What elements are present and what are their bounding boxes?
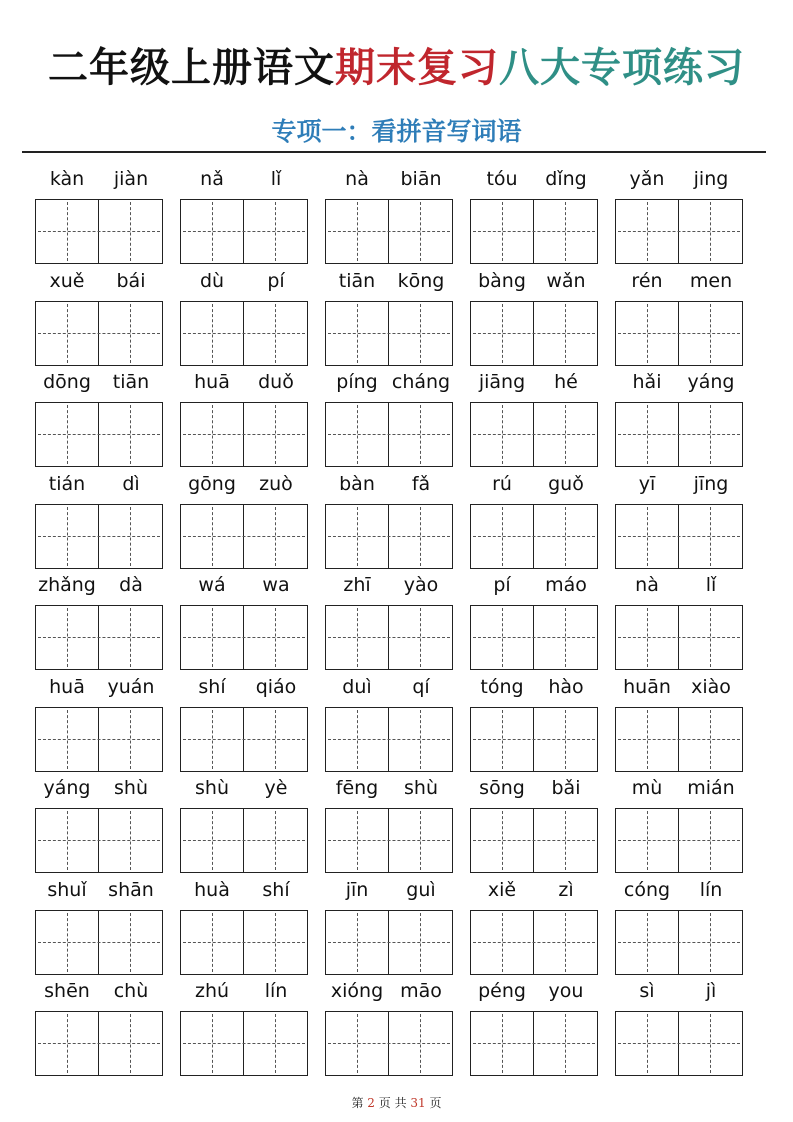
writing-box[interactable] bbox=[325, 504, 453, 569]
pinyin-syllable: guǒ bbox=[548, 473, 584, 495]
word-item bbox=[180, 165, 308, 267]
title-part-review: 期末复习 bbox=[335, 44, 499, 91]
guide-line-horizontal bbox=[473, 739, 595, 740]
pinyin-syllable: pí bbox=[267, 270, 285, 292]
pinyin-syllable: bǎi bbox=[551, 777, 581, 799]
writing-box[interactable] bbox=[180, 605, 308, 670]
word-item bbox=[470, 470, 598, 572]
pinyin-syllable: jiāng bbox=[478, 371, 526, 393]
guide-line-horizontal bbox=[38, 231, 160, 232]
pinyin-syllable: péng bbox=[478, 980, 526, 1002]
pinyin-syllable: jing bbox=[693, 168, 729, 190]
pinyin-syllable: nǎ bbox=[200, 168, 224, 190]
pinyin-syllable: xióng bbox=[330, 980, 384, 1002]
guide-line-horizontal bbox=[618, 536, 740, 537]
pinyin-syllable: duǒ bbox=[258, 371, 294, 393]
guide-line-horizontal bbox=[618, 739, 740, 740]
word-item bbox=[35, 571, 163, 673]
pinyin-syllable: dōng bbox=[43, 371, 91, 393]
page-title bbox=[0, 38, 793, 98]
writing-box[interactable] bbox=[470, 402, 598, 467]
title-part-grade: 二年级上册语文 bbox=[48, 44, 335, 91]
writing-box[interactable] bbox=[35, 199, 163, 264]
pinyin-syllable: yī bbox=[638, 473, 656, 495]
writing-box[interactable] bbox=[470, 910, 598, 975]
guide-line-horizontal bbox=[473, 1043, 595, 1044]
guide-line-horizontal bbox=[328, 536, 450, 537]
pinyin-syllable: sì bbox=[639, 980, 655, 1002]
word-item bbox=[325, 977, 453, 1079]
writing-box[interactable] bbox=[470, 504, 598, 569]
writing-box[interactable] bbox=[35, 504, 163, 569]
pinyin-syllable: dù bbox=[199, 270, 225, 292]
pinyin-syllable: tiān bbox=[338, 270, 376, 292]
guide-line-horizontal bbox=[38, 536, 160, 537]
pinyin-syllable: cóng bbox=[623, 879, 671, 901]
word-item bbox=[35, 368, 163, 470]
pinyin-syllable: tóng bbox=[480, 676, 524, 698]
footer-prefix: 第 bbox=[351, 1096, 364, 1110]
footer-total-pages: 31 bbox=[410, 1096, 426, 1110]
pinyin-syllable: shù bbox=[404, 777, 438, 799]
word-item bbox=[180, 774, 308, 876]
guide-line-horizontal bbox=[183, 536, 305, 537]
word-item bbox=[615, 470, 743, 572]
word-item bbox=[470, 267, 598, 369]
word-item bbox=[35, 165, 163, 267]
pinyin-syllable: xuě bbox=[49, 270, 85, 292]
writing-box[interactable] bbox=[35, 301, 163, 366]
pinyin-syllable: wá bbox=[198, 574, 226, 596]
guide-line-horizontal bbox=[38, 840, 160, 841]
word-item bbox=[470, 673, 598, 775]
writing-box[interactable] bbox=[180, 402, 308, 467]
writing-box[interactable] bbox=[180, 1011, 308, 1076]
word-item bbox=[325, 774, 453, 876]
word-item bbox=[615, 876, 743, 978]
pinyin-syllable: you bbox=[548, 980, 584, 1002]
word-item bbox=[615, 774, 743, 876]
word-item bbox=[35, 876, 163, 978]
writing-box[interactable] bbox=[615, 402, 743, 467]
word-item bbox=[35, 977, 163, 1079]
pinyin-syllable: wa bbox=[262, 574, 290, 596]
writing-box[interactable] bbox=[35, 808, 163, 873]
word-item bbox=[615, 165, 743, 267]
guide-line-horizontal bbox=[618, 637, 740, 638]
writing-box[interactable] bbox=[615, 199, 743, 264]
pinyin-syllable: dà bbox=[119, 574, 143, 596]
guide-line-horizontal bbox=[183, 434, 305, 435]
word-item bbox=[470, 368, 598, 470]
pinyin-syllable: hé bbox=[554, 371, 578, 393]
pinyin-syllable: zhī bbox=[343, 574, 371, 596]
writing-box[interactable] bbox=[35, 1011, 163, 1076]
pinyin-syllable: rú bbox=[492, 473, 512, 495]
guide-line-horizontal bbox=[328, 434, 450, 435]
word-item bbox=[615, 267, 743, 369]
word-item bbox=[180, 876, 308, 978]
pinyin-syllable: tián bbox=[48, 473, 86, 495]
pinyin-syllable: shēn bbox=[44, 980, 90, 1002]
word-item bbox=[470, 774, 598, 876]
footer-suffix: 页 bbox=[429, 1096, 442, 1110]
word-item bbox=[35, 774, 163, 876]
pinyin-syllable: shù bbox=[195, 777, 229, 799]
pinyin-syllable: yè bbox=[264, 777, 288, 799]
pinyin-syllable: yǎn bbox=[629, 168, 665, 190]
writing-box[interactable] bbox=[470, 199, 598, 264]
word-item bbox=[35, 673, 163, 775]
pinyin-syllable: jīng bbox=[693, 473, 729, 495]
writing-box[interactable] bbox=[35, 605, 163, 670]
pinyin-syllable: qiáo bbox=[255, 676, 297, 698]
guide-line-horizontal bbox=[38, 942, 160, 943]
guide-line-horizontal bbox=[618, 333, 740, 334]
guide-line-horizontal bbox=[38, 333, 160, 334]
pinyin-syllable: bàng bbox=[478, 270, 526, 292]
guide-line-horizontal bbox=[38, 434, 160, 435]
word-item bbox=[325, 165, 453, 267]
word-item bbox=[180, 571, 308, 673]
word-item bbox=[325, 876, 453, 978]
pinyin-syllable: kàn bbox=[49, 168, 85, 190]
writing-box[interactable] bbox=[325, 808, 453, 873]
word-item bbox=[325, 571, 453, 673]
pinyin-syllable: guì bbox=[406, 879, 436, 901]
word-item bbox=[470, 977, 598, 1079]
word-item bbox=[325, 673, 453, 775]
pinyin-syllable: mù bbox=[631, 777, 663, 799]
pinyin-syllable: dì bbox=[122, 473, 140, 495]
pinyin-syllable: zhǎng bbox=[38, 574, 96, 596]
word-item bbox=[615, 673, 743, 775]
word-item bbox=[180, 368, 308, 470]
pinyin-syllable: xiě bbox=[487, 879, 517, 901]
word-item bbox=[615, 368, 743, 470]
pinyin-syllable: shí bbox=[262, 879, 290, 901]
guide-line-horizontal bbox=[328, 942, 450, 943]
writing-box[interactable] bbox=[325, 402, 453, 467]
pinyin-syllable: huà bbox=[194, 879, 230, 901]
guide-line-horizontal bbox=[618, 1043, 740, 1044]
writing-box[interactable] bbox=[325, 910, 453, 975]
pinyin-syllable: zì bbox=[558, 879, 574, 901]
pinyin-syllable: yáng bbox=[687, 371, 735, 393]
pinyin-syllable: yáng bbox=[43, 777, 91, 799]
word-item bbox=[180, 267, 308, 369]
writing-box[interactable] bbox=[180, 910, 308, 975]
word-item bbox=[615, 977, 743, 1079]
pinyin-syllable: huā bbox=[194, 371, 230, 393]
guide-line-horizontal bbox=[473, 536, 595, 537]
guide-line-horizontal bbox=[328, 231, 450, 232]
word-item bbox=[180, 470, 308, 572]
pinyin-syllable: mián bbox=[687, 777, 735, 799]
guide-line-horizontal bbox=[183, 942, 305, 943]
pinyin-syllable: cháng bbox=[391, 371, 451, 393]
guide-line-horizontal bbox=[183, 840, 305, 841]
word-item bbox=[470, 571, 598, 673]
word-item bbox=[325, 368, 453, 470]
pinyin-syllable: sōng bbox=[479, 777, 525, 799]
pinyin-syllable: zuò bbox=[259, 473, 293, 495]
guide-line-horizontal bbox=[618, 840, 740, 841]
word-item bbox=[35, 470, 163, 572]
writing-box[interactable] bbox=[35, 910, 163, 975]
pinyin-syllable: duì bbox=[342, 676, 372, 698]
writing-box[interactable] bbox=[325, 605, 453, 670]
writing-box[interactable] bbox=[615, 301, 743, 366]
word-item bbox=[615, 571, 743, 673]
writing-box[interactable] bbox=[470, 605, 598, 670]
guide-line-horizontal bbox=[618, 231, 740, 232]
pinyin-syllable: huā bbox=[49, 676, 85, 698]
guide-line-horizontal bbox=[328, 840, 450, 841]
title-part-practice: 八大专项练习 bbox=[499, 44, 745, 91]
pinyin-syllable: lǐ bbox=[705, 574, 717, 596]
word-item bbox=[180, 673, 308, 775]
pinyin-syllable: shuǐ bbox=[47, 879, 87, 901]
guide-line-horizontal bbox=[473, 637, 595, 638]
writing-box[interactable] bbox=[180, 808, 308, 873]
guide-line-horizontal bbox=[38, 1043, 160, 1044]
guide-line-horizontal bbox=[473, 434, 595, 435]
guide-line-horizontal bbox=[473, 840, 595, 841]
pinyin-syllable: yuán bbox=[107, 676, 155, 698]
pinyin-syllable: nà bbox=[635, 574, 659, 596]
writing-box[interactable] bbox=[615, 910, 743, 975]
pinyin-syllable: wǎn bbox=[546, 270, 586, 292]
pinyin-syllable: biān bbox=[400, 168, 442, 190]
writing-box[interactable] bbox=[470, 301, 598, 366]
pinyin-syllable: fǎ bbox=[411, 473, 431, 495]
writing-box[interactable] bbox=[615, 605, 743, 670]
writing-box[interactable] bbox=[615, 808, 743, 873]
pinyin-syllable: kōng bbox=[397, 270, 445, 292]
pinyin-syllable: máo bbox=[545, 574, 587, 596]
writing-box[interactable] bbox=[470, 1011, 598, 1076]
pinyin-syllable: māo bbox=[400, 980, 442, 1002]
pinyin-syllable: hào bbox=[548, 676, 584, 698]
writing-box[interactable] bbox=[615, 504, 743, 569]
pinyin-syllable: tóu bbox=[486, 168, 518, 190]
writing-box[interactable] bbox=[325, 199, 453, 264]
guide-line-horizontal bbox=[328, 739, 450, 740]
pinyin-syllable: hǎi bbox=[632, 371, 662, 393]
writing-box[interactable] bbox=[615, 707, 743, 772]
guide-line-horizontal bbox=[328, 1043, 450, 1044]
writing-box[interactable] bbox=[180, 504, 308, 569]
writing-box[interactable] bbox=[180, 707, 308, 772]
pinyin-syllable: chù bbox=[113, 980, 149, 1002]
pinyin-syllable: jīn bbox=[345, 879, 369, 901]
guide-line-horizontal bbox=[618, 942, 740, 943]
word-item bbox=[470, 876, 598, 978]
page-footer bbox=[0, 1094, 793, 1112]
guide-line-horizontal bbox=[473, 333, 595, 334]
writing-box[interactable] bbox=[180, 199, 308, 264]
guide-line-horizontal bbox=[183, 739, 305, 740]
footer-page-number: 2 bbox=[367, 1096, 375, 1110]
word-grid bbox=[0, 165, 793, 1085]
pinyin-syllable: dǐng bbox=[545, 168, 587, 190]
section-subtitle: 专项一：看拼音写词语 bbox=[271, 117, 522, 146]
pinyin-syllable: shān bbox=[108, 879, 154, 901]
guide-line-horizontal bbox=[183, 637, 305, 638]
pinyin-syllable: shù bbox=[114, 777, 148, 799]
footer-middle: 页 共 bbox=[378, 1096, 407, 1110]
pinyin-syllable: píng bbox=[336, 371, 378, 393]
pinyin-syllable: rén bbox=[631, 270, 663, 292]
pinyin-syllable: lín bbox=[264, 980, 288, 1002]
guide-line-horizontal bbox=[618, 434, 740, 435]
writing-box[interactable] bbox=[325, 707, 453, 772]
word-item bbox=[35, 267, 163, 369]
writing-box[interactable] bbox=[325, 301, 453, 366]
writing-box[interactable] bbox=[615, 1011, 743, 1076]
pinyin-syllable: bàn bbox=[339, 473, 375, 495]
pinyin-syllable: qí bbox=[412, 676, 430, 698]
pinyin-syllable: tiān bbox=[112, 371, 150, 393]
pinyin-syllable: shí bbox=[198, 676, 226, 698]
guide-line-horizontal bbox=[328, 333, 450, 334]
writing-box[interactable] bbox=[325, 1011, 453, 1076]
guide-line-horizontal bbox=[328, 637, 450, 638]
word-item bbox=[325, 470, 453, 572]
guide-line-horizontal bbox=[183, 231, 305, 232]
pinyin-syllable: xiào bbox=[691, 676, 731, 698]
guide-line-horizontal bbox=[38, 739, 160, 740]
pinyin-syllable: yào bbox=[403, 574, 439, 596]
pinyin-syllable: huān bbox=[623, 676, 671, 698]
header-divider bbox=[22, 151, 766, 153]
pinyin-syllable: men bbox=[689, 270, 733, 292]
writing-box[interactable] bbox=[470, 808, 598, 873]
pinyin-syllable: fēng bbox=[335, 777, 379, 799]
word-item bbox=[325, 267, 453, 369]
word-item bbox=[470, 165, 598, 267]
guide-line-horizontal bbox=[183, 1043, 305, 1044]
pinyin-syllable: jì bbox=[705, 980, 717, 1002]
writing-box[interactable] bbox=[35, 402, 163, 467]
guide-line-horizontal bbox=[38, 637, 160, 638]
guide-line-horizontal bbox=[473, 231, 595, 232]
pinyin-syllable: lǐ bbox=[270, 168, 282, 190]
pinyin-syllable: gōng bbox=[188, 473, 236, 495]
word-item bbox=[180, 977, 308, 1079]
pinyin-syllable: nà bbox=[345, 168, 369, 190]
writing-box[interactable] bbox=[470, 707, 598, 772]
pinyin-syllable: jiàn bbox=[113, 168, 149, 190]
writing-box[interactable] bbox=[35, 707, 163, 772]
pinyin-syllable: lín bbox=[699, 879, 723, 901]
pinyin-syllable: bái bbox=[116, 270, 146, 292]
writing-box[interactable] bbox=[180, 301, 308, 366]
guide-line-horizontal bbox=[473, 942, 595, 943]
guide-line-horizontal bbox=[183, 333, 305, 334]
pinyin-syllable: zhú bbox=[194, 980, 230, 1002]
pinyin-syllable: pí bbox=[493, 574, 511, 596]
